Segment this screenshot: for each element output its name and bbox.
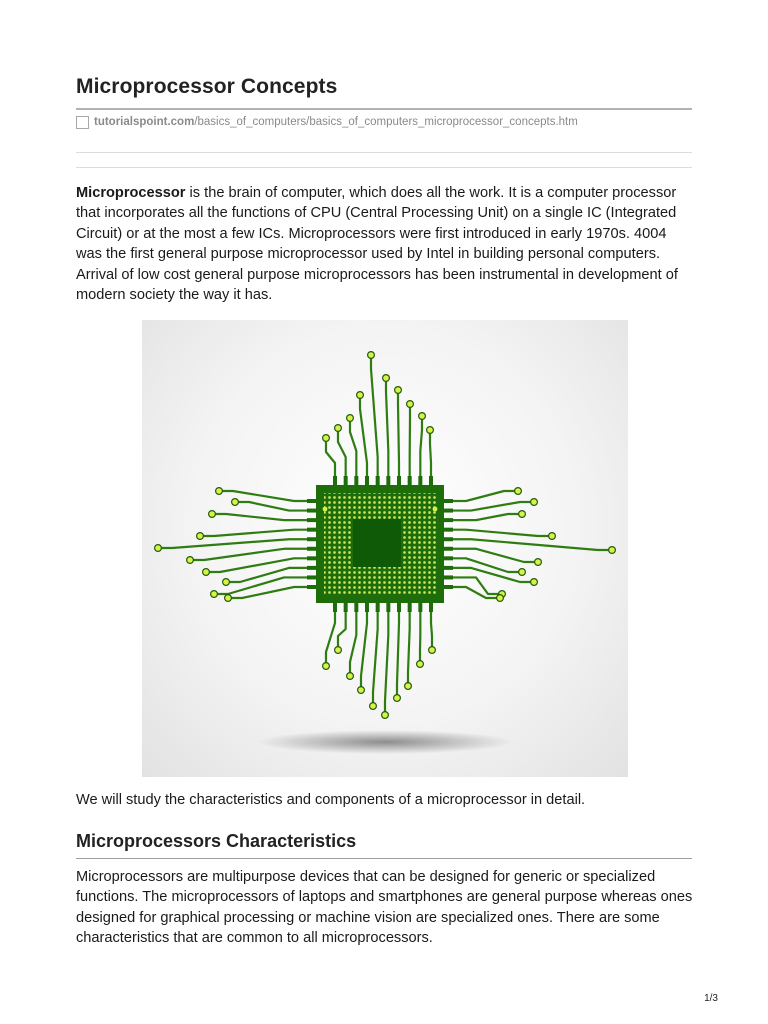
contact-pad [216, 488, 223, 495]
chip-pin [429, 603, 433, 612]
chip-pin [307, 585, 316, 589]
contact-pad [429, 647, 436, 654]
chip-pin [344, 603, 348, 612]
contact-pad [225, 595, 232, 602]
chip-pin [333, 603, 337, 612]
divider [76, 152, 692, 153]
contact-pad [323, 663, 330, 670]
intro-text: is the brain of computer, which does all the work. It is a computer processor that incorporates all the functions of CPU (Central Processing Unit) on a single IC (Integrated Circuit) or at the most a few ICs. Microprocessors were first introduced in early 1970s. 4004 was the first general purpose microprocessor used by Intel in building personal computers. Arrival of low cost general purpose microprocessors has been instrumental in development of modern society the way it has. [76, 185, 678, 304]
chip-pin [307, 518, 316, 522]
chip-pin [444, 518, 453, 522]
circuit-trace [385, 603, 388, 715]
contact-pad [549, 533, 556, 540]
section-divider [76, 858, 692, 859]
contact-pad [232, 499, 239, 506]
chip-pin [307, 537, 316, 541]
chip-pin [307, 566, 316, 570]
circuit-trace [361, 603, 367, 690]
chip-pin [365, 603, 369, 612]
chip-pin [408, 476, 412, 485]
chip-marker [433, 507, 438, 512]
chip-pin [444, 537, 453, 541]
circuit-trace [228, 587, 316, 598]
chip-pin [418, 603, 422, 612]
contact-pad [531, 579, 538, 586]
chip-pin [444, 585, 453, 589]
chip-pin [365, 476, 369, 485]
contact-pad [417, 661, 424, 668]
contact-pad [357, 392, 364, 399]
chip-pin [354, 476, 358, 485]
divider [76, 167, 692, 168]
contact-pad [358, 687, 365, 694]
contact-pad [419, 413, 426, 420]
contact-pad [382, 712, 389, 719]
circuit-trace [326, 603, 335, 666]
circuit-trace [226, 568, 316, 582]
contact-pad [515, 488, 522, 495]
contact-pad [497, 595, 504, 602]
circuit-trace [444, 549, 538, 562]
chip-pin [397, 603, 401, 612]
contact-pad [155, 545, 162, 552]
chip-pin [333, 476, 337, 485]
microprocessor-chip-icon [142, 320, 628, 777]
circuit-trace [420, 416, 422, 485]
page-title: Microprocessor Concepts [76, 75, 338, 98]
circuit-trace [398, 390, 399, 485]
circuit-trace [350, 418, 356, 485]
intro-term: Microprocessor [76, 185, 186, 201]
page-number: 1/3 [704, 993, 718, 1004]
favicon-placeholder-icon [76, 116, 89, 129]
contact-pad [211, 591, 218, 598]
source-domain[interactable]: tutorialspoint.com [94, 116, 195, 128]
contact-pad [347, 415, 354, 422]
contact-pad [609, 547, 616, 554]
chip-pin [386, 603, 390, 612]
contact-pad [335, 425, 342, 432]
chip-die [353, 519, 401, 567]
chip-pin [444, 556, 453, 560]
contact-pad [370, 703, 377, 710]
study-paragraph: We will study the characteristics and components of a microprocessor in detail. [76, 792, 586, 808]
circuit-trace [373, 603, 378, 706]
contact-pad [407, 401, 414, 408]
contact-pad [368, 352, 375, 359]
chip-pin [444, 547, 453, 551]
chip-pin [307, 575, 316, 579]
contact-pad [535, 559, 542, 566]
contact-pad [187, 557, 194, 564]
circuit-trace [444, 558, 522, 572]
contact-pad [395, 387, 402, 394]
chip-pin [397, 476, 401, 485]
contact-pad [203, 569, 210, 576]
chip-pin [444, 499, 453, 503]
contact-pad [383, 375, 390, 382]
circuit-trace [444, 491, 518, 501]
contact-pad [335, 647, 342, 654]
chip-pin [444, 566, 453, 570]
chip-pin [444, 509, 453, 513]
contact-pad [405, 683, 412, 690]
circuit-trace [158, 539, 316, 548]
source-url[interactable] [76, 114, 578, 130]
circuit-trace [386, 378, 388, 485]
circuit-trace [350, 603, 356, 676]
circuit-trace [360, 395, 367, 485]
section-paragraph: Microprocessors are multipurpose devices that can be designed for generic or specialized functions. The microprocessors of laptops and smartphones are general purpose whereas ones designed for graphical processing or machine vision are specialized ones. There are some characteristics that are common to all microprocessors. [76, 869, 693, 947]
circuit-trace [212, 514, 316, 520]
chip-marker [323, 507, 328, 512]
circuit-trace [397, 603, 399, 698]
chip-pin [408, 603, 412, 612]
contact-pad [531, 499, 538, 506]
circuit-trace [444, 514, 522, 520]
chip-pin [376, 476, 380, 485]
chip-pin [444, 528, 453, 532]
contact-pad [209, 511, 216, 518]
title-divider [76, 108, 692, 110]
chip-pin [376, 603, 380, 612]
chip-pin [354, 603, 358, 612]
circuit-trace [444, 530, 552, 536]
contact-pad [394, 695, 401, 702]
chip-body [307, 476, 453, 612]
contact-pad [347, 673, 354, 680]
contact-pad [519, 569, 526, 576]
circuit-trace [235, 502, 316, 511]
contact-pad [427, 427, 434, 434]
chip-pin [444, 575, 453, 579]
contact-pad [519, 511, 526, 518]
chip-pin [418, 476, 422, 485]
circuit-trace [200, 530, 316, 536]
section-heading: Microprocessors Characteristics [76, 831, 357, 851]
chip-pin [307, 509, 316, 513]
chip-pin [429, 476, 433, 485]
chip-pin [386, 476, 390, 485]
intro-paragraph [76, 183, 696, 305]
circuit-trace [206, 558, 316, 572]
chip-shadow [257, 730, 513, 754]
chip-pin [344, 476, 348, 485]
circuit-trace [371, 355, 378, 485]
circuit-trace [408, 603, 410, 686]
chip-pin [307, 547, 316, 551]
contact-pad [223, 579, 230, 586]
contact-pad [197, 533, 204, 540]
microprocessor-illustration [142, 320, 628, 777]
source-path[interactable]: /basics_of_computers/basics_of_computers_microprocessor_concepts.htm [194, 116, 578, 128]
chip-pin [307, 556, 316, 560]
contact-pad [323, 435, 330, 442]
chip-pin [307, 499, 316, 503]
chip-pin [307, 528, 316, 532]
circuit-trace [444, 502, 534, 511]
